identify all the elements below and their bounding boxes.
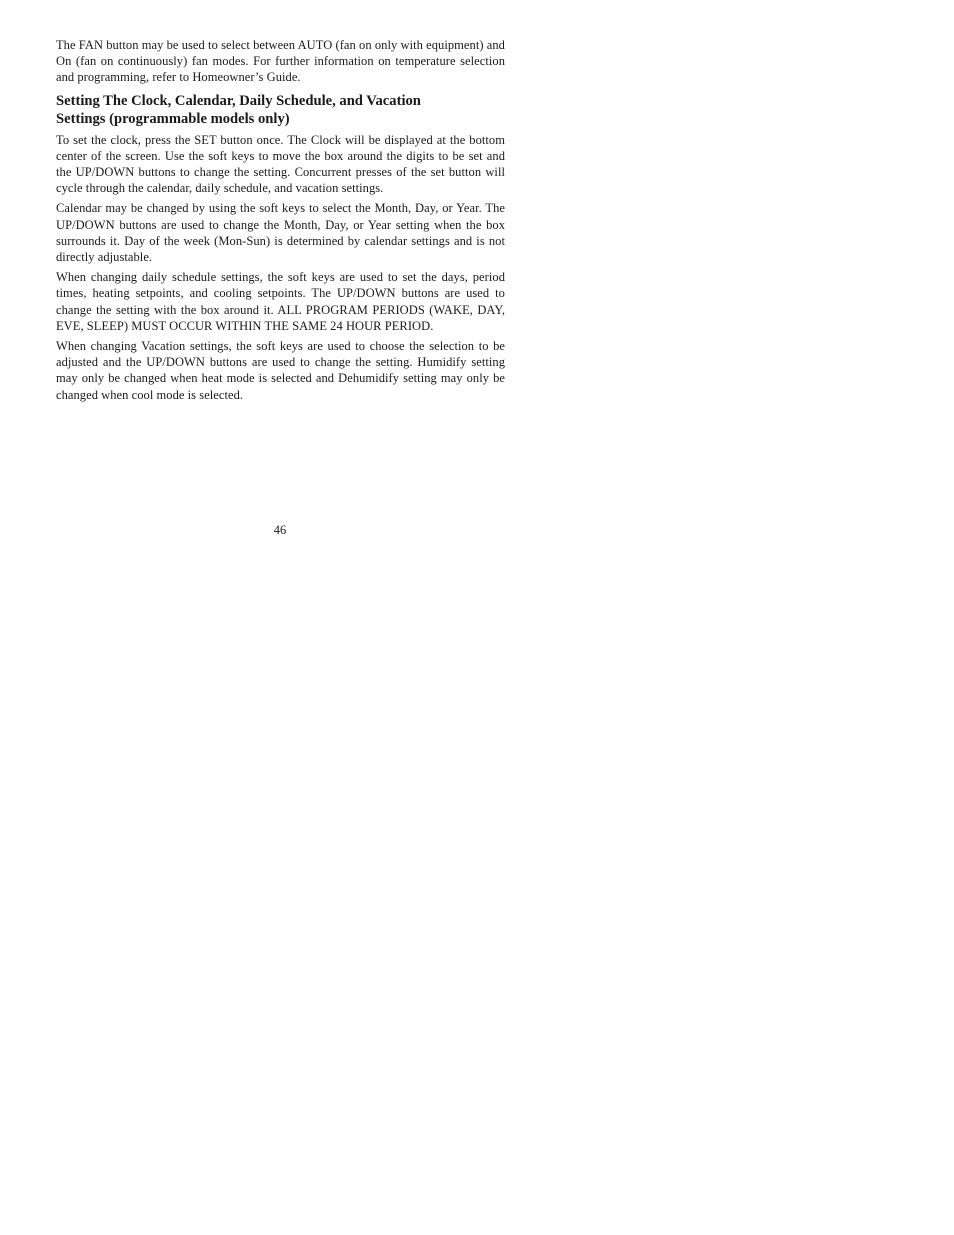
section-heading-line2: Settings (programmable models only) [56,110,290,127]
vacation-paragraph: When changing Vacation settings, the soft keys are used to choose the selection to be adjusted and the UP/DOWN buttons are used to change the setting. Humidify setting may only be changed when heat mode is selected and Dehumidify setting may only be changed when cool mode is selected. [56,339,505,402]
section-heading-line1: Setting The Clock, Calendar, Daily Schedule, and Vacation [56,92,421,109]
document-column [56,37,505,407]
page-number: 46 [273,523,287,537]
fan-button-paragraph: The FAN button may be used to select between AUTO (fan on only with equipment) and On (fan on continuously) fan modes. For further information on temperature selection and programming, refer to Homeowner’s Guide. [56,38,505,85]
section-heading [56,92,505,128]
clock-paragraph: To set the clock, press the SET button once. The Clock will be displayed at the bottom center of the screen. Use the soft keys to move the box around the digits to be set and the UP/DOWN buttons to change the setting. Concurrent presses of the set button will cycle through the calendar, daily schedule, and vacation settings. [56,132,505,196]
calendar-paragraph: Calendar may be changed by using the soft keys to select the Month, Day, or Year. The UP/DOWN buttons are used to change the Month, Day, or Year setting when the box surrounds it. Day of the week (Mon-Sun) is determined by calendar settings and is not directly adjustable. [56,201,505,265]
daily-schedule-paragraph: When changing daily schedule settings, the soft keys are used to set the days, period times, heating setpoints, and cooling setpoints. The UP/DOWN buttons are used to change the setting with the box around it. ALL PROGRAM PERIODS (WAKE, DAY, EVE, SLEEP) MUST OCCUR WITHIN THE SAME 24 HOUR PERIOD. [56,270,505,333]
